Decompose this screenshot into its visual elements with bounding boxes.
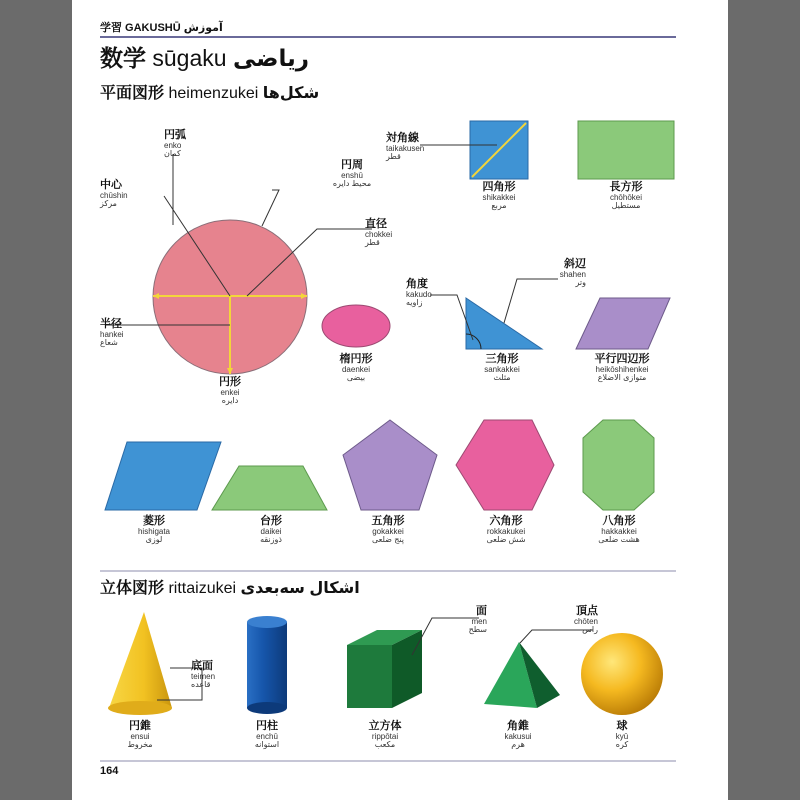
- label-shahen-jp: 斜辺: [564, 258, 586, 270]
- label-gokakkei-fa: پنج ضلعی: [372, 534, 404, 544]
- label-hishigata-jp: 菱形: [143, 515, 165, 527]
- label-kakusui-ro: kakusui: [504, 731, 532, 741]
- label-taikakusen-ro: taikakusen: [386, 143, 425, 153]
- label-men-ro: men: [471, 616, 487, 626]
- rectangle-shape: [578, 121, 674, 179]
- label-rokkakukei-ro: rokkakukei: [486, 526, 526, 536]
- solid-heading: [100, 575, 360, 598]
- label-kakusui: [486, 721, 550, 749]
- label-enshu-ro: enshū: [341, 170, 363, 180]
- label-shikakkei-ro: shikakkei: [482, 192, 516, 202]
- label-rippotai: [353, 721, 417, 749]
- page-title: [100, 40, 309, 73]
- label-men-jp: 面: [476, 605, 487, 617]
- label-daenkei-jp: 楕円形: [339, 353, 373, 365]
- figure-canvas: [72, 0, 728, 800]
- label-rippotai-fa: مکعب: [374, 739, 396, 749]
- label-ensui: [108, 721, 172, 749]
- label-sankakkei-ro: sankakkei: [484, 364, 520, 374]
- label-enshu: [327, 160, 377, 188]
- label-enko-fa: کمان: [164, 148, 181, 158]
- ellipse-shape: [322, 305, 390, 347]
- label-kyu-jp: 球: [616, 720, 628, 732]
- label-enkei-ro: enkei: [220, 387, 240, 397]
- label-rippotai-jp: 立方体: [368, 720, 402, 732]
- label-taikakusen: [386, 133, 424, 161]
- label-rokkakukei-jp: 六角形: [489, 515, 523, 527]
- label-enchu: [235, 721, 299, 749]
- label-kyu: [590, 721, 654, 749]
- label-chohokei: [594, 182, 658, 210]
- solid-heading-fa: اشکال سه‌بعدی: [240, 580, 360, 597]
- label-shikakkei-jp: 四角形: [482, 181, 516, 193]
- plane-heading: [100, 80, 319, 103]
- label-heikoshihenkei-jp: 平行四辺形: [594, 353, 650, 365]
- label-shahen: [558, 259, 586, 287]
- label-hishigata-ro: hishigata: [137, 526, 171, 536]
- label-hakkakkei: [584, 516, 654, 544]
- label-choten-fa: راس: [582, 624, 598, 634]
- label-daenkei-ro: daenkei: [341, 364, 371, 374]
- sphere-shape: [581, 633, 663, 715]
- plane-heading-jp: 平面図形: [100, 85, 165, 102]
- label-daikei-ro: daikei: [260, 526, 282, 536]
- plane-heading-fa: شکل‌ها: [262, 85, 320, 102]
- label-shikakkei-fa: مربع: [491, 200, 507, 210]
- label-hankei: [100, 319, 124, 347]
- label-teimen-ro: teimen: [191, 671, 216, 681]
- label-kakudo-ro: kakudo: [406, 289, 432, 299]
- plane-heading-romaji: heimenzukei: [168, 85, 259, 102]
- label-sankakkei-jp: 三角形: [485, 353, 519, 365]
- label-chokkei-fa: قطر: [365, 237, 380, 247]
- cylinder-bottom: [247, 702, 287, 714]
- label-kakudo-fa: زاویه: [406, 297, 423, 307]
- triangle-shape: [466, 298, 542, 349]
- label-ensui-jp: 円錐: [129, 720, 151, 732]
- label-enkei-fa: دایره: [221, 395, 239, 405]
- label-heikoshihenkei-fa: متوازی الاضلاع: [597, 372, 647, 382]
- label-chohokei-fa: مستطیل: [611, 200, 641, 210]
- label-daikei-jp: 台形: [260, 515, 282, 527]
- pentagon-shape: [343, 420, 437, 510]
- label-shahen-ro: shahen: [559, 269, 586, 279]
- label-hishigata: [122, 516, 186, 544]
- label-hakkakkei-ro: hakkakkei: [601, 526, 637, 536]
- trapezoid-shape: [212, 466, 327, 510]
- label-chokkei-ro: chokkei: [365, 229, 393, 239]
- octagon-shape: [583, 420, 654, 510]
- title-romaji: sūgaku: [152, 45, 227, 71]
- label-heikoshihenkei-ro: heikōshihenkei: [595, 364, 649, 374]
- label-enkei-jp: 円形: [219, 376, 241, 388]
- book-page: [72, 0, 728, 800]
- label-men-fa: سطح: [468, 624, 487, 634]
- label-gokakkei: [356, 516, 420, 544]
- label-kakudo-jp: 角度: [406, 278, 428, 290]
- shahen-leader: [504, 279, 558, 323]
- label-kyu-fa: کره: [615, 739, 629, 749]
- cylinder-top: [247, 616, 287, 628]
- label-shahen-fa: وتر: [575, 277, 586, 287]
- label-enchu-jp: 円柱: [256, 720, 278, 732]
- label-enko-ro: enko: [164, 140, 182, 150]
- label-daikei: [239, 516, 303, 544]
- label-chushin-fa: مرکز: [100, 198, 117, 208]
- label-chokkei: [365, 219, 392, 247]
- label-gokakkei-jp: 五角形: [371, 515, 405, 527]
- rhombus-shape: [105, 442, 221, 510]
- solid-heading-romaji: rittaizukei: [168, 580, 237, 597]
- page-number: 164: [100, 765, 119, 777]
- label-rokkakukei: [471, 516, 541, 544]
- cone-base: [108, 701, 172, 715]
- label-kakusui-fa: هرم: [511, 739, 525, 749]
- label-taikakusen-fa: قطر: [386, 151, 401, 161]
- label-choten: [558, 606, 598, 634]
- label-chohokei-ro: chōhōkei: [609, 192, 643, 202]
- label-enko-jp: 円弧: [164, 129, 186, 141]
- label-kyu-ro: kyū: [615, 731, 629, 741]
- label-enchu-ro: enchū: [256, 731, 278, 741]
- cube-front: [347, 645, 392, 708]
- label-rokkakukei-fa: شش ضلعی: [486, 534, 526, 544]
- label-kakusui-jp: 角錐: [507, 720, 529, 732]
- label-teimen-jp: 底面: [191, 660, 213, 672]
- label-taikakusen-jp: 対角線: [386, 132, 419, 144]
- label-choten-jp: 頂点: [576, 605, 598, 617]
- label-chohokei-jp: 長方形: [609, 181, 643, 193]
- title-jp: 数学: [100, 45, 146, 71]
- label-enshu-fa: محیط دایره: [332, 178, 372, 188]
- label-hankei-ro: hankei: [100, 329, 124, 339]
- cylinder-shape: [247, 622, 287, 708]
- label-chushin: [100, 180, 128, 208]
- label-teimen-fa: قاعده: [191, 679, 211, 689]
- label-ensui-ro: ensui: [130, 731, 150, 741]
- title-fa: ریاضی: [232, 45, 309, 71]
- label-enshu-jp: 円周: [341, 159, 363, 171]
- label-choten-ro: chōten: [573, 616, 598, 626]
- label-chokkei-jp: 直径: [365, 218, 387, 230]
- label-daenkei: [326, 354, 386, 382]
- label-teimen: [191, 661, 215, 689]
- label-hishigata-fa: لوزی: [145, 534, 163, 544]
- hexagon-shape: [456, 420, 554, 510]
- label-kakudo: [406, 279, 432, 307]
- label-daenkei-fa: بیضی: [346, 372, 366, 382]
- label-men: [455, 606, 487, 634]
- label-enko: [164, 130, 186, 158]
- label-sankakkei-fa: مثلث: [493, 372, 511, 382]
- enshu-leader: [262, 190, 279, 226]
- label-hakkakkei-jp: 八角形: [602, 515, 636, 527]
- running-header: 学習 GAKUSHŪ آموزش: [100, 22, 223, 34]
- label-chushin-jp: 中心: [100, 179, 122, 191]
- label-enkei: [205, 377, 255, 405]
- cone-shape: [109, 612, 172, 708]
- label-daikei-fa: ذوزنقه: [260, 534, 282, 544]
- label-hakkakkei-fa: هشت ضلعی: [598, 534, 640, 544]
- label-heikoshihenkei: [577, 354, 667, 382]
- label-enchu-fa: استوانه: [254, 739, 280, 749]
- label-chushin-ro: chūshin: [100, 190, 128, 200]
- label-ensui-fa: مخروط: [127, 739, 153, 749]
- label-hankei-fa: شعاع: [100, 337, 118, 347]
- label-rippotai-ro: rippōtai: [371, 731, 399, 741]
- label-sankakkei: [470, 354, 534, 382]
- label-hankei-jp: 半径: [100, 318, 122, 330]
- solid-heading-jp: 立体図形: [100, 580, 165, 597]
- label-gokakkei-ro: gokakkei: [372, 526, 404, 536]
- label-shikakkei: [467, 182, 531, 210]
- parallelogram-shape: [576, 298, 670, 349]
